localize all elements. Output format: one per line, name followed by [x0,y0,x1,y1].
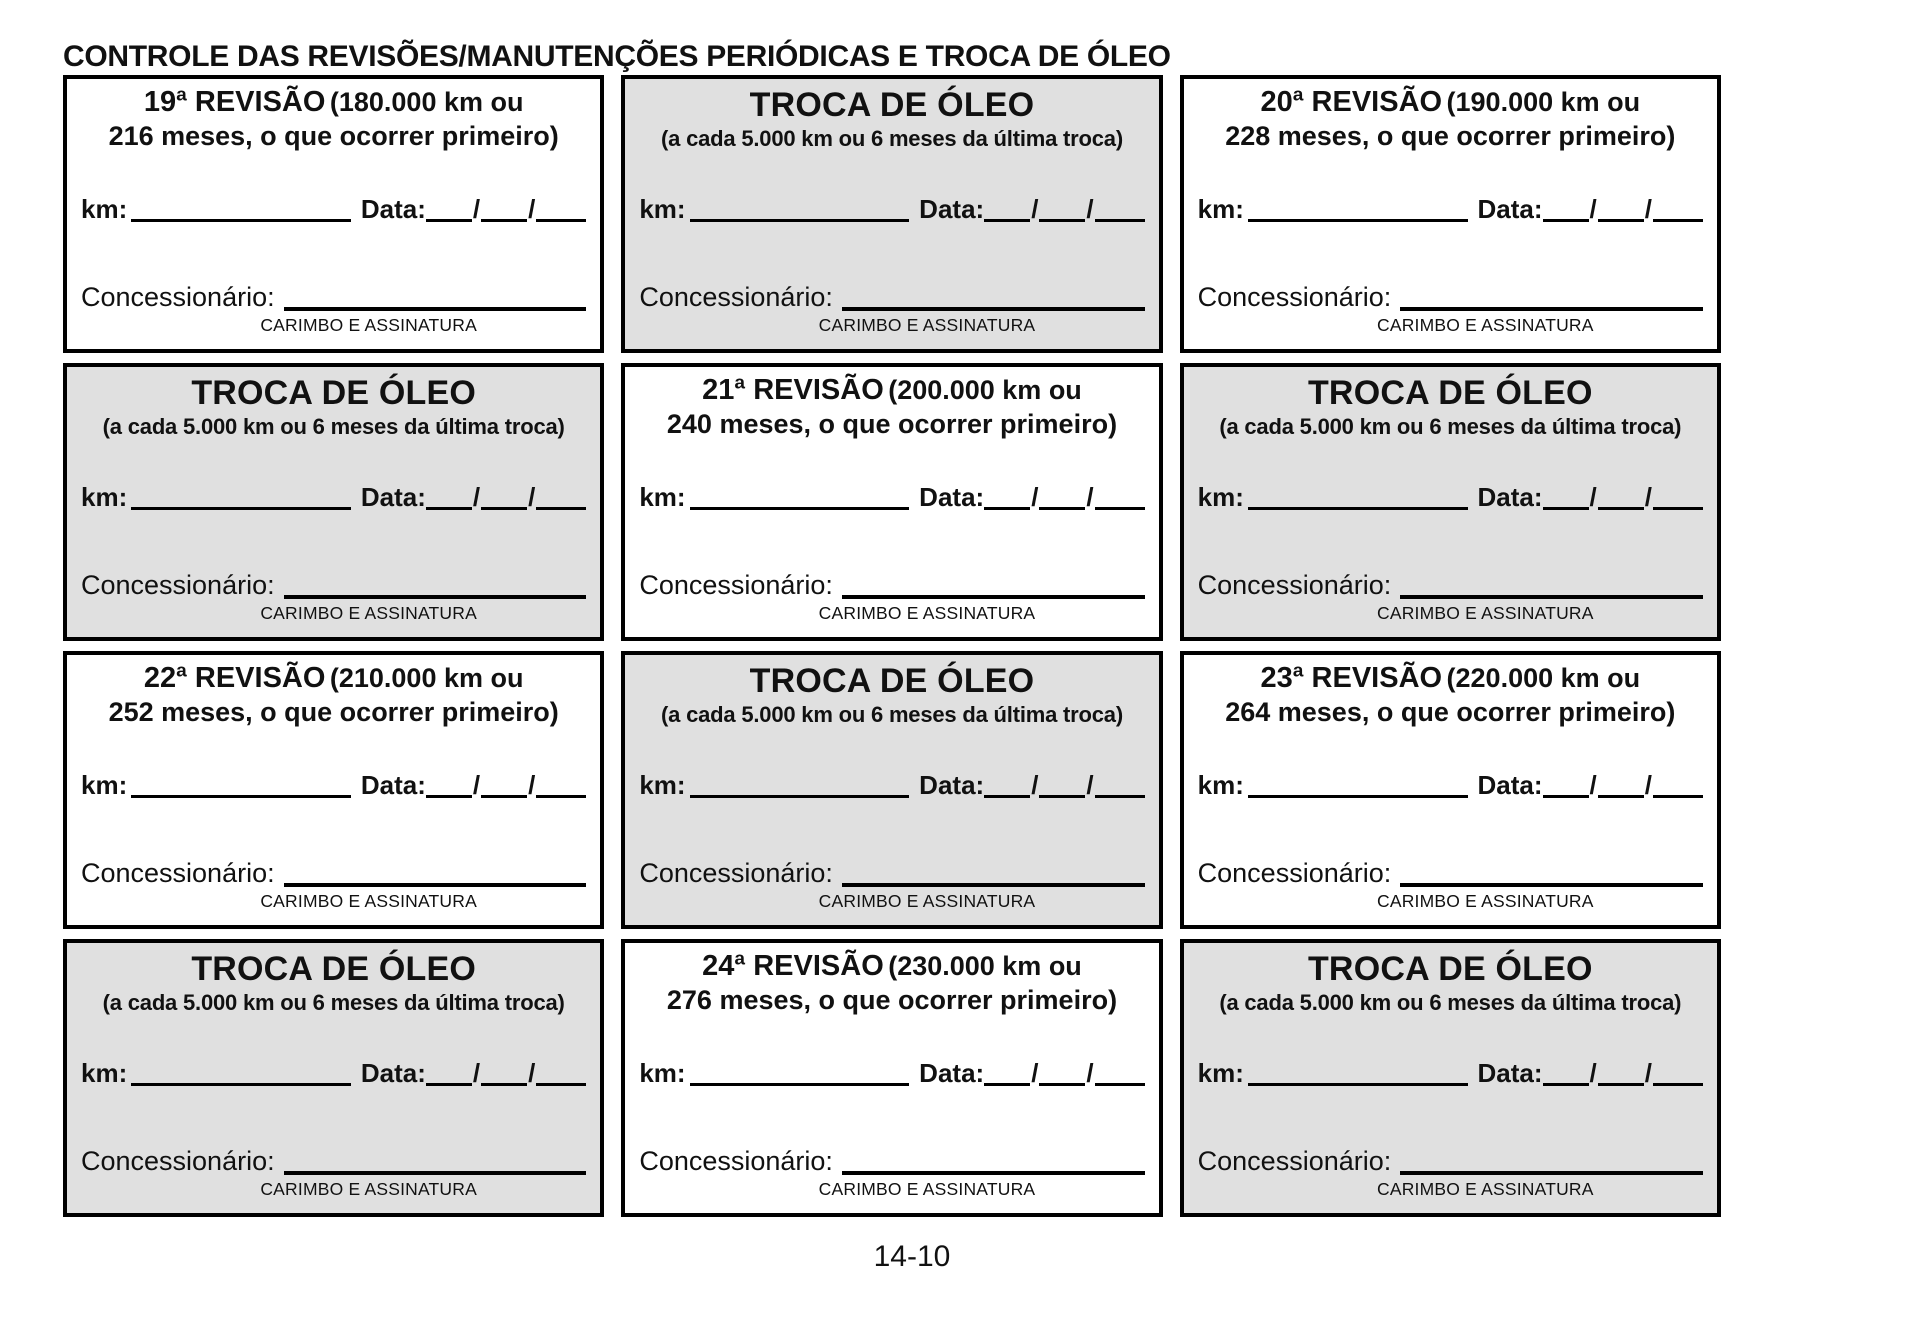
cell-troca-4 [63,363,604,641]
date-separator-slash: / [1644,194,1652,225]
date-separator-slash: / [1086,1058,1094,1089]
cell-title-line2: (a cada 5.000 km ou 6 meses da última troca) [1219,989,1682,1015]
km-date-row [1197,194,1703,225]
cell-title-line1 [639,85,1144,126]
stamp-signature-label: CARIMBO E ASSINATURA [1377,603,1594,624]
cell-title-line1 [639,373,1144,408]
cell-troca-10 [63,939,604,1217]
date-separator-slash: / [1644,1058,1652,1089]
km-blank-field [1248,504,1468,510]
date-separator-slash: / [1644,482,1652,513]
cell-title-line1 [639,949,1144,984]
cell-title-line1 [81,661,586,696]
stamp-signature-label: CARIMBO E ASSINATURA [818,315,1036,336]
km-label: km: [1197,770,1244,801]
cell-title [81,85,586,152]
date-day-blank-field [1543,1080,1589,1086]
km-label: km: [81,194,128,225]
km-label: km: [639,1058,686,1089]
date-day-blank-field [1543,216,1589,222]
km-blank-field [690,216,910,222]
date-month-blank-field [481,792,527,798]
date-day-blank-field [984,792,1030,798]
dealer-blank-field [284,592,587,599]
cell-revisao-11 [621,939,1162,1217]
dealer-row [1198,860,1703,887]
date-month-blank-field [481,504,527,510]
dealer-blank-field [284,304,587,311]
maintenance-record-grid [63,75,1721,1217]
cell-revisao-9 [1180,651,1721,929]
date-year-blank-field [1653,1080,1703,1086]
date-day-blank-field [426,504,472,510]
cell-revisao-7 [63,651,604,929]
dealer-row [81,284,586,311]
km-date-row [1197,1058,1703,1089]
cell-revisao-1 [63,75,604,353]
dealer-label: Concessionário: [81,282,275,313]
dealer-row [81,572,586,599]
stamp-signature-label: CARIMBO E ASSINATURA [818,891,1036,912]
date-month-blank-field [1598,792,1644,798]
date-separator-slash: / [1589,194,1597,225]
km-label: km: [639,770,686,801]
km-date-row [1197,482,1703,513]
cell-title-line2: (a cada 5.000 km ou 6 meses da última troca) [661,125,1123,151]
km-date-row [81,770,586,801]
cell-title-line2: 216 meses, o que ocorrer primeiro) [108,120,559,151]
dealer-label: Concessionário: [81,570,275,601]
page-number: 14-10 [873,1240,951,1273]
date-separator-slash: / [528,482,536,513]
dealer-label: Concessionário: [639,1146,833,1177]
dealer-label: Concessionário: [639,282,833,313]
cell-title [639,85,1144,152]
km-date-row [81,194,586,225]
page-title: CONTROLE DAS REVISÕES/MANUTENÇÕES PERIÓDICAS E TROCA DE ÓLEO [63,40,1171,73]
date-year-blank-field [1653,792,1703,798]
km-blank-field [690,792,910,798]
cell-title [81,949,586,1016]
date-label: Data: [1477,194,1543,225]
dealer-row [1198,572,1703,599]
date-year-blank-field [1095,792,1145,798]
date-month-blank-field [1039,1080,1085,1086]
dealer-blank-field [842,304,1145,311]
date-label: Data: [919,1058,985,1089]
date-month-blank-field [481,216,527,222]
dealer-blank-field [1400,592,1703,599]
date-separator-slash: / [1086,770,1094,801]
cell-title-line1 [1198,373,1703,414]
cell-title-main: 20ª REVISÃO [1260,86,1443,118]
date-month-blank-field [1039,792,1085,798]
cell-troca-2 [621,75,1162,353]
dealer-label: Concessionário: [1197,570,1392,601]
dealer-label: Concessionário: [639,570,833,601]
date-label: Data: [1477,482,1543,513]
date-label: Data: [360,194,426,225]
cell-title-main: TROCA DE ÓLEO [749,86,1035,124]
date-day-blank-field [426,1080,472,1086]
cell-title-detail: (190.000 km ou [1446,87,1641,117]
cell-title [1198,85,1703,152]
dealer-blank-field [284,880,587,887]
cell-title-main: TROCA DE ÓLEO [191,374,476,412]
stamp-signature-label: CARIMBO E ASSINATURA [1377,891,1594,912]
dealer-row [81,1148,586,1175]
cell-title-detail: (220.000 km ou [1446,663,1641,693]
km-blank-field [131,1080,351,1086]
stamp-signature-label: CARIMBO E ASSINATURA [260,603,477,624]
date-year-blank-field [1653,216,1703,222]
km-label: km: [81,482,128,513]
cell-title-line1 [81,85,586,120]
stamp-signature-label: CARIMBO E ASSINATURA [1377,1179,1594,1200]
date-day-blank-field [1543,504,1589,510]
cell-title-main: TROCA DE ÓLEO [749,662,1035,700]
date-separator-slash: / [1589,1058,1597,1089]
dealer-row [1198,1148,1703,1175]
date-month-blank-field [481,1080,527,1086]
cell-title-line2: 276 meses, o que ocorrer primeiro) [666,984,1118,1015]
km-label: km: [81,770,128,801]
km-date-row [639,482,1144,513]
cell-troca-8 [621,651,1162,929]
cell-title [81,373,586,440]
stamp-signature-label: CARIMBO E ASSINATURA [818,603,1036,624]
date-separator-slash: / [528,1058,536,1089]
date-day-blank-field [426,216,472,222]
cell-title-line2: 240 meses, o que ocorrer primeiro) [666,408,1118,439]
date-separator-slash: / [1086,194,1094,225]
date-separator-slash: / [472,482,481,513]
date-label: Data: [360,1058,426,1089]
cell-title-line2: 228 meses, o que ocorrer primeiro) [1225,120,1676,151]
cell-title-line1 [1198,949,1703,990]
date-separator-slash: / [1589,482,1597,513]
cell-troca-6 [1180,363,1721,641]
dealer-blank-field [1400,304,1703,311]
cell-title-line1 [1198,661,1703,696]
dealer-label: Concessionário: [1197,858,1392,889]
cell-title-main: 23ª REVISÃO [1260,662,1443,694]
cell-title [639,661,1144,728]
date-separator-slash: / [528,194,536,225]
date-year-blank-field [1095,216,1145,222]
stamp-signature-label: CARIMBO E ASSINATURA [260,315,477,336]
km-date-row [639,1058,1144,1089]
cell-title-detail: (180.000 km ou [329,87,524,117]
cell-troca-12 [1180,939,1721,1217]
date-day-blank-field [984,1080,1030,1086]
cell-title-line1 [1198,85,1703,120]
date-separator-slash: / [1031,1058,1039,1089]
cell-title-line2: (a cada 5.000 km ou 6 meses da última troca) [661,701,1123,727]
cell-title-main: TROCA DE ÓLEO [1307,950,1593,988]
date-separator-slash: / [1031,482,1039,513]
cell-title [81,661,586,728]
date-label: Data: [1477,770,1543,801]
cell-title-detail: (210.000 km ou [329,663,524,693]
date-separator-slash: / [1031,194,1039,225]
date-separator-slash: / [472,770,481,801]
km-date-row [81,482,586,513]
km-blank-field [131,216,351,222]
cell-title [639,949,1144,1016]
date-year-blank-field [536,504,586,510]
dealer-blank-field [1400,1168,1703,1175]
dealer-label: Concessionário: [81,1146,275,1177]
km-blank-field [1248,1080,1468,1086]
km-blank-field [690,504,910,510]
date-label: Data: [919,194,985,225]
cell-title-detail: (230.000 km ou [888,951,1082,981]
cell-revisao-5 [621,363,1162,641]
date-day-blank-field [426,792,472,798]
km-label: km: [1197,194,1244,225]
km-date-row [639,194,1144,225]
dealer-row [1198,284,1703,311]
km-blank-field [131,792,351,798]
stamp-signature-label: CARIMBO E ASSINATURA [1377,315,1594,336]
date-separator-slash: / [1031,770,1039,801]
date-separator-slash: / [1086,482,1094,513]
km-blank-field [131,504,351,510]
km-blank-field [690,1080,910,1086]
dealer-label: Concessionário: [1197,1146,1392,1177]
date-year-blank-field [536,792,586,798]
date-day-blank-field [1543,792,1589,798]
dealer-label: Concessionário: [81,858,275,889]
date-year-blank-field [536,1080,586,1086]
date-year-blank-field [1653,504,1703,510]
dealer-row [639,284,1144,311]
date-separator-slash: / [472,1058,481,1089]
date-year-blank-field [536,216,586,222]
date-day-blank-field [984,216,1030,222]
date-month-blank-field [1039,504,1085,510]
date-separator-slash: / [1644,770,1652,801]
dealer-row [639,860,1144,887]
km-label: km: [81,1058,128,1089]
km-label: km: [639,194,686,225]
cell-title-line2: 264 meses, o que ocorrer primeiro) [1225,696,1676,727]
cell-title-main: 22ª REVISÃO [143,662,326,694]
cell-title-line1 [639,661,1144,702]
cell-title-main: TROCA DE ÓLEO [1307,374,1593,412]
cell-title [1198,661,1703,728]
date-label: Data: [360,770,426,801]
km-label: km: [1197,482,1244,513]
cell-title-detail: (200.000 km ou [888,375,1082,405]
dealer-label: Concessionário: [1197,282,1392,313]
cell-title [1198,373,1703,440]
cell-title [639,373,1144,440]
date-month-blank-field [1598,1080,1644,1086]
date-separator-slash: / [472,194,481,225]
cell-title-line2: (a cada 5.000 km ou 6 meses da última troca) [1219,413,1682,439]
dealer-blank-field [842,880,1145,887]
km-label: km: [639,482,686,513]
km-date-row [1197,770,1703,801]
km-date-row [639,770,1144,801]
date-label: Data: [919,482,985,513]
km-date-row [81,1058,586,1089]
cell-title-line2: 252 meses, o que ocorrer primeiro) [108,696,559,727]
date-day-blank-field [984,504,1030,510]
date-separator-slash: / [1589,770,1597,801]
cell-title [1198,949,1703,1016]
cell-title-line2: (a cada 5.000 km ou 6 meses da última troca) [102,413,565,439]
cell-title-main: 19ª REVISÃO [143,86,326,118]
cell-title-main: 21ª REVISÃO [702,374,884,406]
dealer-blank-field [842,1168,1145,1175]
km-label: km: [1197,1058,1244,1089]
cell-title-main: 24ª REVISÃO [702,950,884,982]
dealer-label: Concessionário: [639,858,833,889]
dealer-blank-field [284,1168,587,1175]
dealer-row [81,860,586,887]
dealer-blank-field [1400,880,1703,887]
stamp-signature-label: CARIMBO E ASSINATURA [260,1179,477,1200]
km-blank-field [1248,792,1468,798]
date-year-blank-field [1095,1080,1145,1086]
cell-revisao-3 [1180,75,1721,353]
date-label: Data: [919,770,985,801]
date-label: Data: [1477,1058,1543,1089]
dealer-blank-field [842,592,1145,599]
stamp-signature-label: CARIMBO E ASSINATURA [260,891,477,912]
date-month-blank-field [1039,216,1085,222]
date-year-blank-field [1095,504,1145,510]
cell-title-line1 [81,373,586,414]
cell-title-main: TROCA DE ÓLEO [191,950,476,988]
km-blank-field [1248,216,1468,222]
stamp-signature-label: CARIMBO E ASSINATURA [818,1179,1036,1200]
date-month-blank-field [1598,216,1644,222]
date-month-blank-field [1598,504,1644,510]
dealer-row [639,1148,1144,1175]
date-label: Data: [360,482,426,513]
cell-title-line2: (a cada 5.000 km ou 6 meses da última troca) [102,989,565,1015]
date-separator-slash: / [528,770,536,801]
dealer-row [639,572,1144,599]
cell-title-line1 [81,949,586,990]
